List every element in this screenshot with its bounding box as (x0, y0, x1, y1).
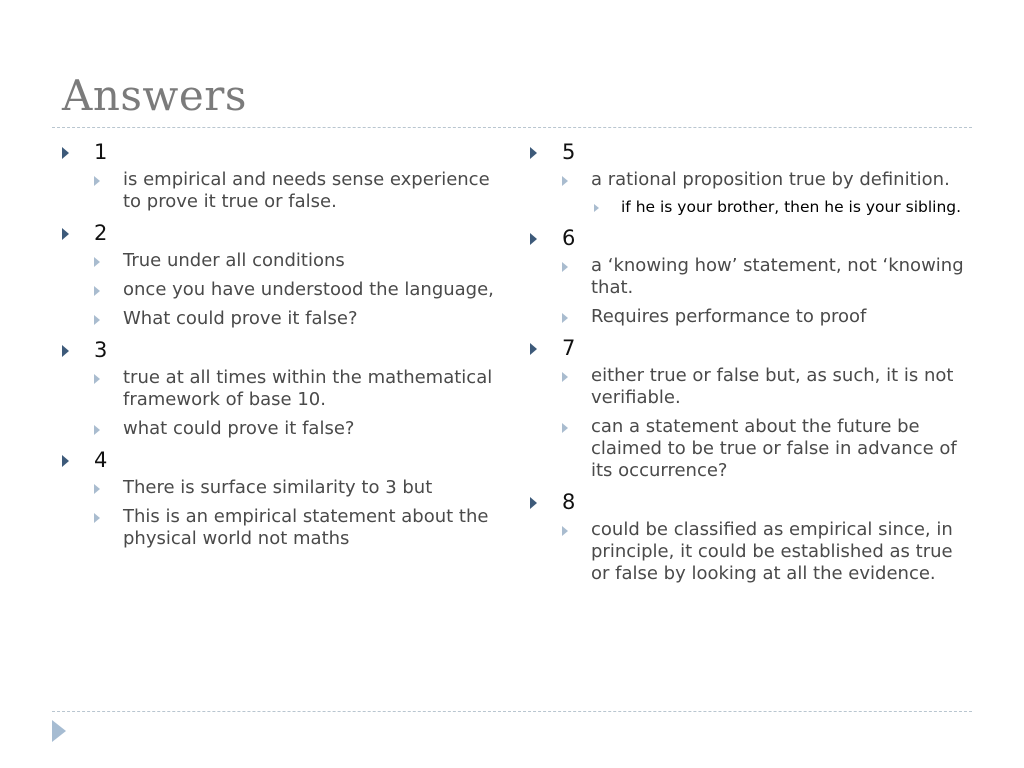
answer-number-item (62, 447, 502, 473)
bullet-text: true at all times within the mathematical framework of base 10. (123, 367, 493, 410)
next-slide-arrow-icon[interactable] (52, 720, 66, 742)
bullet-text: 3 (94, 338, 108, 362)
answer-point-item (62, 250, 502, 272)
answer-point-item (530, 255, 970, 299)
bullet-arrow-icon (94, 425, 100, 435)
bullet-arrow-icon (94, 176, 100, 186)
bullet-arrow-icon (94, 315, 100, 325)
bullet-arrow-icon (94, 513, 100, 523)
bullet-arrow-icon (530, 343, 537, 355)
bullet-arrow-icon (94, 484, 100, 494)
bullet-text: could be classified as empirical since, in principle, it could be established as true or false by looking at all the evidence. (591, 519, 953, 584)
answer-point-item (530, 169, 970, 191)
bullet-arrow-icon (94, 257, 100, 267)
bullet-text: 6 (562, 226, 576, 250)
bullet-text: 4 (94, 448, 108, 472)
bullet-arrow-icon (562, 176, 568, 186)
bullet-text: if he is your brother, then he is your sibling. (621, 198, 962, 216)
bullet-text: once you have understood the language, (123, 279, 494, 300)
answer-number-item (62, 337, 502, 363)
bullet-text: 2 (94, 221, 108, 245)
bullet-text: a rational proposition true by definition. (591, 169, 950, 190)
bullet-arrow-icon (530, 233, 537, 245)
answer-number-item (530, 225, 970, 251)
answer-point-item (530, 306, 970, 328)
answer-number-item (530, 489, 970, 515)
answer-number-item (62, 220, 502, 246)
bullet-text: True under all conditions (123, 250, 345, 271)
bullet-arrow-icon (530, 147, 537, 159)
answer-point-item (62, 308, 502, 330)
answer-point-item (62, 279, 502, 301)
answer-number-item (530, 335, 970, 361)
bullet-text: is empirical and needs sense experience to prove it true or false. (123, 169, 490, 212)
bullet-arrow-icon (94, 286, 100, 296)
answer-point-item (530, 365, 970, 409)
bullet-text: What could prove it false? (123, 308, 358, 329)
bullet-arrow-icon (562, 313, 568, 323)
answer-point-item (62, 418, 502, 440)
bullet-text: Requires performance to proof (591, 306, 867, 327)
answer-number-item (530, 139, 970, 165)
bullet-text: 7 (562, 336, 576, 360)
answer-point-item (530, 416, 970, 482)
footer-divider (52, 711, 972, 712)
bullet-text: There is surface similarity to 3 but (123, 477, 433, 498)
bullet-text: 1 (94, 140, 108, 164)
bullet-arrow-icon (562, 372, 568, 382)
bullet-text: 8 (562, 490, 576, 514)
bullet-arrow-icon (94, 374, 100, 384)
bullet-arrow-icon (62, 147, 69, 159)
answer-number-item (62, 139, 502, 165)
slide-title: Answers (62, 71, 247, 120)
bullet-text: can a statement about the future be claimed to be true or false in advance of its occurrence? (591, 416, 957, 481)
bullet-text: 5 (562, 140, 576, 164)
bullet-text: either true or false but, as such, it is not verifiable. (591, 365, 954, 408)
right-bullet-column (530, 139, 970, 592)
bullet-arrow-icon (562, 423, 568, 433)
bullet-text: what could prove it false? (123, 418, 355, 439)
answer-point-item (62, 477, 502, 499)
left-bullet-column (62, 139, 502, 557)
answer-point-item (62, 169, 502, 213)
bullet-arrow-icon (594, 204, 599, 212)
bullet-arrow-icon (530, 497, 537, 509)
answer-subpoint-item (530, 198, 970, 217)
bullet-text: This is an empirical statement about the physical world not maths (123, 506, 489, 549)
bullet-arrow-icon (562, 262, 568, 272)
bullet-text: a ‘knowing how’ statement, not ‘knowing that. (591, 255, 964, 298)
bullet-arrow-icon (62, 345, 69, 357)
bullet-arrow-icon (562, 526, 568, 536)
answer-point-item (62, 367, 502, 411)
bullet-arrow-icon (62, 228, 69, 240)
answer-point-item (530, 519, 970, 585)
bullet-arrow-icon (62, 455, 69, 467)
title-divider (52, 127, 972, 128)
answer-point-item (62, 506, 502, 550)
